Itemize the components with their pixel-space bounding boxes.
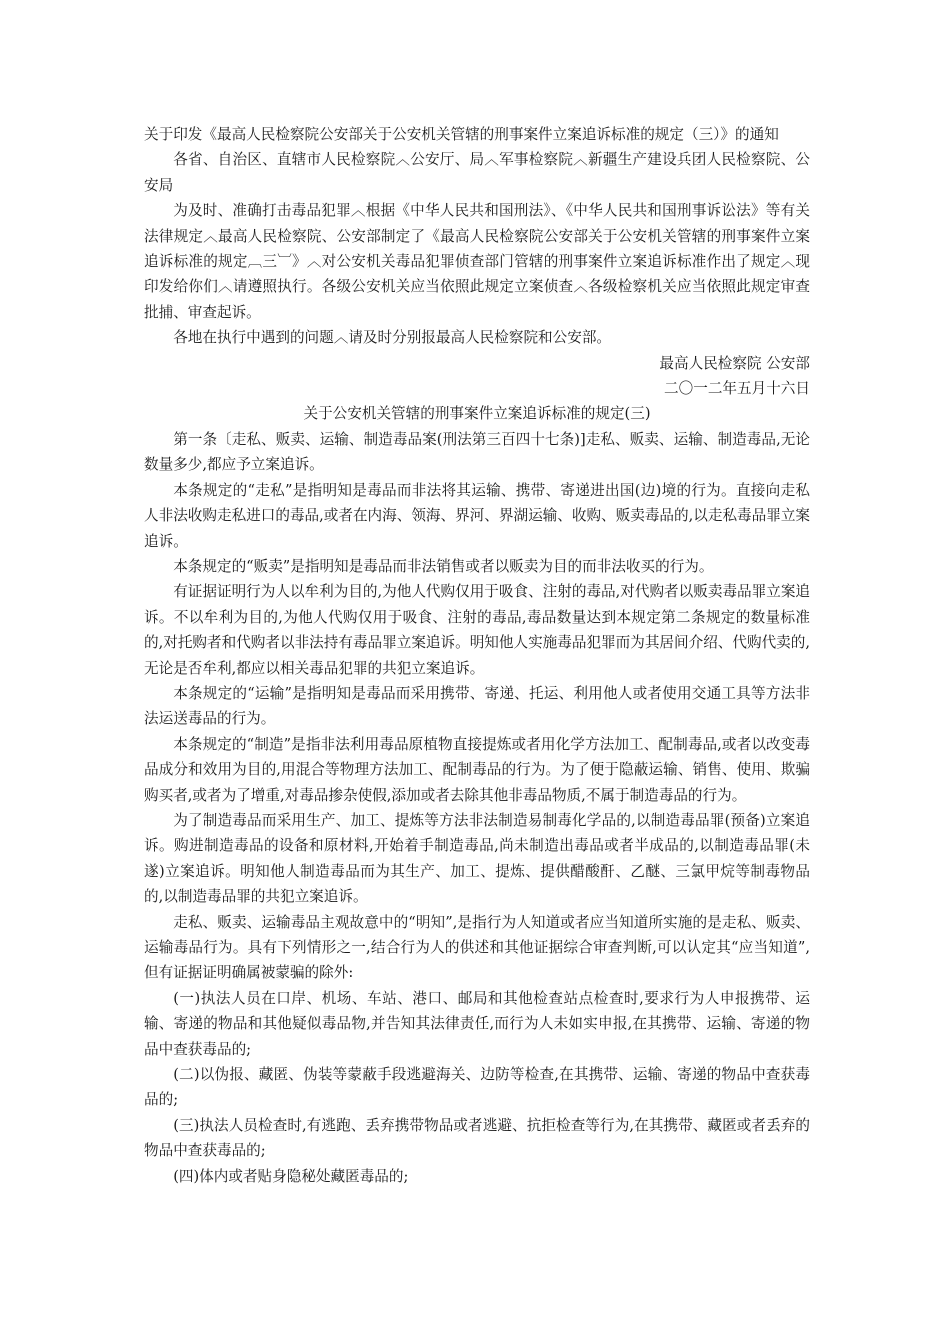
- regulation-list-item: (二)以伪报、藏匿、伪装等蒙蔽手段逃避海关、边防等检查,在其携带、运输、寄递的物品中查获毒品的;: [144, 1066, 810, 1109]
- regulation-paragraph: 有证据证明行为人以牟利为目的,为他人代购仅用于吸食、注射的毒品,对代购者以贩卖毒品罪立案追诉。不以牟利为目的,为他人代购仅用于吸食、注射的毒品,毒品数量达到本规定第二条规定的数量标准的,对托购者和代购者以非法持有毒品罪立案追诉。明知他人实施毒品犯罪而为其居间介绍、代购代卖的,无论是否牟利,都应以相关毒品犯罪的共犯立案追诉。: [144, 583, 811, 677]
- regulation-paragraph: 走私、贩卖、运输毒品主观故意中的“明知”,是指行为人知道或者应当知道所实施的是走私、贩卖、运输毒品行为。具有下列情形之一,结合行为人的供述和其他证据综合审查判断,可以认定其“应当知道”,但有证据证明确属被蒙骗的除外:: [144, 913, 810, 982]
- notice-paragraph: 为及时、准确打击毒品犯罪︿根据《中华人民共和国刑法》、《中华人民共和国刑事诉讼法》等有关法律规定︿最高人民检察院、公安部制定了《最高人民检察院公安部关于公安机关管辖的刑事案件立案追诉标准的规定︹三︺》︿对公安机关毒品犯罪侦查部门管辖的刑事案件立案追诉标准作出了规定︿现印发给你们︿请遵照执行。各级公安机关应当依照此规定立案侦查︿各级检察机关应当依照此规定审查批捕、审查起诉。: [144, 202, 810, 321]
- regulation-paragraph: 本条规定的“运输”是指明知是毒品而采用携带、寄递、托运、利用他人或者使用交通工具等方法非法运送毒品的行为。: [144, 684, 810, 728]
- notice-signatories: 最高人民检察院 公安部: [659, 354, 810, 372]
- regulation-list-item: (三)执法人员检查时,有逃跑、丢弃携带物品或者逃避、抗拒检查等行为,在其携带、藏匿或者丢弃的物品中查获毒品的;: [144, 1116, 810, 1160]
- regulation-paragraph: 本条规定的“制造”是指非法利用毒品原植物直接提炼或者用化学方法加工、配制毒品,或者以改变毒品成分和效用为目的,用混合等物理方法加工、配制毒品的行为。为了便于隐蔽运输、销售、使用、欺骗购买者,或者为了增重,对毒品掺杂使假,添加或者去除其他非毒品物质,不属于制造毒品的行为。: [144, 735, 810, 804]
- regulation-paragraph: 第一条〔走私、贩卖、运输、制造毒品案(刑法第三百四十七条)]走私、贩卖、运输、制造毒品,无论数量多少,都应予立案追诉。: [144, 430, 810, 474]
- notice-paragraph: 各地在执行中遇到的问题︿请及时分别报最高人民检察院和公安部。: [173, 329, 612, 347]
- regulation-paragraph: 本条规定的“贩卖”是指明知是毒品而非法销售或者以贩卖为目的而非法收买的行为。: [173, 557, 714, 575]
- notice-title: 关于印发《最高人民检察院公安部关于公安机关管辖的刑事案件立案追诉标准的规定（三）》的通知: [144, 126, 779, 143]
- notice-date: 二〇一二年五月十六日: [664, 380, 810, 398]
- regulation-list-item: (一)执法人员在口岸、机场、车站、港口、邮局和其他检查站点检查时,要求行为人申报携带、运输、寄递的物品和其他疑似毒品物,并告知其法律责任,而行为人未如实申报,在其携带、运输、寄递的物品中查获毒品的;: [144, 989, 810, 1058]
- notice-addressees: 各省、自治区、直辖市人民检察院︿公安厅、局︿军事检察院︿新疆生产建设兵团人民检察院、公安局: [144, 151, 810, 194]
- regulation-list-item: (四)体内或者贴身隐秘处藏匿毒品的;: [173, 1167, 409, 1185]
- regulation-paragraph: 为了制造毒品而采用生产、加工、提炼等方法非法制造易制毒化学品的,以制造毒品罪(预备)立案追诉。购进制造毒品的设备和原材料,开始着手制造毒品,尚未制造出毒品或者半成品的,以制造毒品罪(未遂)立案追诉。明知他人制造毒品而为其生产、加工、提炼、提供醋酸酐、乙醚、三氯甲烷等制毒物品的,以制造毒品罪的共犯立案追诉。: [144, 811, 810, 906]
- document-body: [144, 122, 810, 1189]
- regulation-title: 关于公安机关管辖的刑事案件立案追诉标准的规定(三): [303, 405, 651, 423]
- regulation-paragraph: 本条规定的“走私”是指明知是毒品而非法将其运输、携带、寄递进出国(边)境的行为。直接向走私人非法收购走私进口的毒品,或者在内海、领海、界河、界湖运输、收购、贩卖毒品的,以走私毒品罪立案追诉。: [144, 481, 811, 550]
